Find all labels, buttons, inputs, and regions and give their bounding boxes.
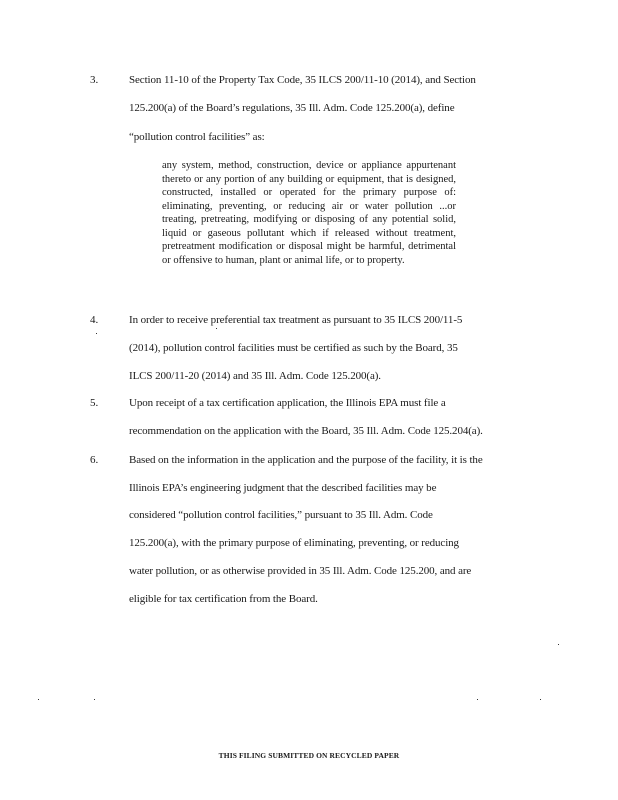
paragraph-line: “pollution control facilities” as:	[129, 131, 265, 143]
paragraph-line: recommendation on the application with the Board, 35 Ill. Adm. Code 125.204(a).	[129, 425, 483, 437]
paragraph-line: Based on the information in the application and the purpose of the facility, it is the	[129, 454, 483, 466]
paragraph-line: Illinois EPA’s engineering judgment that the described facilities may be	[129, 482, 437, 494]
paragraph-line: eligible for tax certification from the Board.	[129, 593, 318, 605]
paragraph-line: In order to receive preferential tax treatment as pursuant to 35 ILCS 200/11-5	[129, 314, 463, 326]
paragraph-line: ILCS 200/11-20 (2014) and 35 Ill. Adm. Code 125.200(a).	[129, 370, 381, 382]
paragraph-number: 3.	[90, 74, 99, 86]
scan-speck	[477, 699, 478, 700]
scan-speck	[558, 644, 559, 645]
block-quote: any system, method, construction, device or appliance appurtenant thereto or any portion of any building or equipment, that is designed, constructed, installed or operated for the primary purpose of: eliminating, preventing, or reducing air or water pollution ...or treating, pretreating, modifying or disposing of any potential solid, liquid or gaseous pollutant which if released without treatment, pretreatment modification or disposal might be harmful, detrimental or offensive to human, plant or animal life, or to property.	[162, 160, 456, 266]
paragraph-line: Section 11-10 of the Property Tax Code, 35 ILCS 200/11-10 (2014), and Section	[129, 74, 476, 86]
paragraph-number: 5.	[90, 397, 99, 409]
scan-speck	[96, 333, 97, 334]
paragraph-number: 6.	[90, 454, 99, 466]
scan-speck	[38, 699, 39, 700]
paragraph-line: Upon receipt of a tax certification application, the Illinois EPA must file a	[129, 397, 446, 409]
paragraph-line: 125.200(a) of the Board’s regulations, 35 Ill. Adm. Code 125.200(a), define	[129, 102, 455, 114]
scan-speck	[94, 699, 95, 700]
page-footer: THIS FILING SUBMITTED ON RECYCLED PAPER	[218, 751, 400, 760]
paragraph-line: 125.200(a), with the primary purpose of eliminating, preventing, or reducing	[129, 537, 459, 549]
scan-speck	[216, 328, 217, 329]
paragraph-line: considered “pollution control facilities,” pursuant to 35 Ill. Adm. Code	[129, 509, 433, 521]
paragraph-number: 4.	[90, 314, 99, 326]
scan-speck	[540, 699, 541, 700]
paragraph-line: (2014), pollution control facilities must be certified as such by the Board, 35	[129, 342, 458, 354]
paragraph-line: water pollution, or as otherwise provided in 35 Ill. Adm. Code 125.200, and are	[129, 565, 472, 577]
